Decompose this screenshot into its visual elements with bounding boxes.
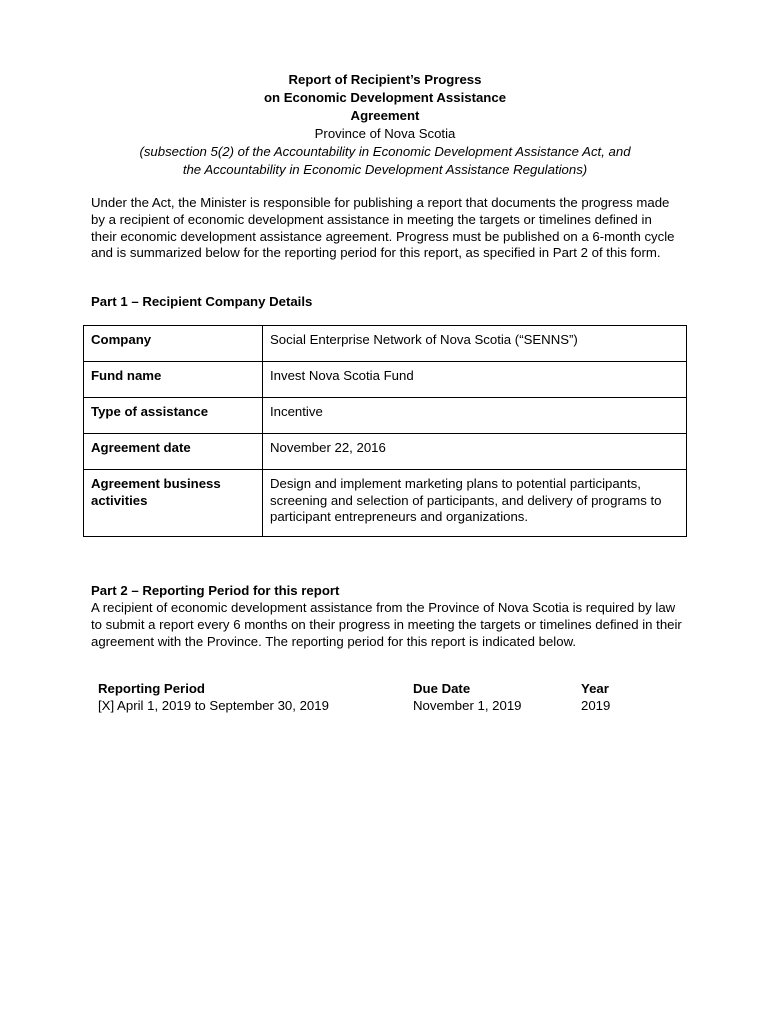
year-column [581,681,610,714]
assistance-type-value: Incentive [263,398,687,434]
reporting-period-header: Reporting Period [98,681,205,696]
agreement-date-value: November 22, 2016 [263,434,687,470]
document-header [0,71,770,179]
title-line-1: Report of Recipient’s Progress [288,72,482,87]
part2-heading: Part 2 – Reporting Period for this report [91,583,340,598]
due-date-value: November 1, 2019 [413,697,522,713]
due-date-column [413,681,522,714]
part1-heading: Part 1 – Recipient Company Details [91,294,313,309]
table-row [84,326,687,362]
business-activities-label: Agreement business activities [84,470,263,537]
province-line: Province of Nova Scotia [314,126,456,141]
title-line-3: Agreement [350,108,420,123]
table-row [84,470,687,537]
company-value: Social Enterprise Network of Nova Scotia (“SENNS”) [263,326,687,362]
table-row [84,398,687,434]
year-header: Year [581,681,609,696]
subsection-line-2: the Accountability in Economic Development Assistance Regulations) [182,162,588,177]
assistance-type-label: Type of assistance [84,398,263,434]
subsection-line-1: (subsection 5(2) of the Accountability in Economic Development Assistance Act, and [139,144,631,159]
fund-name-value: Invest Nova Scotia Fund [263,362,687,398]
table-row [84,362,687,398]
reporting-period-value: [X] April 1, 2019 to September 30, 2019 [98,697,329,713]
intro-paragraph: Under the Act, the Minister is responsible for publishing a report that documents the progress made by a recipient of economic development assistance in meeting the targets or timelines defined in their economic development assistance agreement. Progress must be published on a 6-month cycle and is summarized below for the reporting period for this report, as specified in Part 2 of this form. [91,195,675,261]
business-activities-value: Design and implement marketing plans to potential participants, screening and selection of participants, and delivery of programs to participant entrepreneurs and organizations. [263,470,687,537]
fund-name-label: Fund name [84,362,263,398]
reporting-period-column [98,681,329,714]
company-label: Company [84,326,263,362]
table-row [84,434,687,470]
agreement-date-label: Agreement date [84,434,263,470]
due-date-header: Due Date [413,681,471,696]
title-line-2: on Economic Development Assistance [263,90,507,105]
year-value: 2019 [581,697,611,713]
recipient-details-table [83,325,687,537]
part2-paragraph: A recipient of economic development assistance from the Province of Nova Scotia is required by law to submit a report every 6 months on their progress in meeting the targets or timelines defined in their agreement with the Province. The reporting period for this report is indicated below. [91,600,682,649]
